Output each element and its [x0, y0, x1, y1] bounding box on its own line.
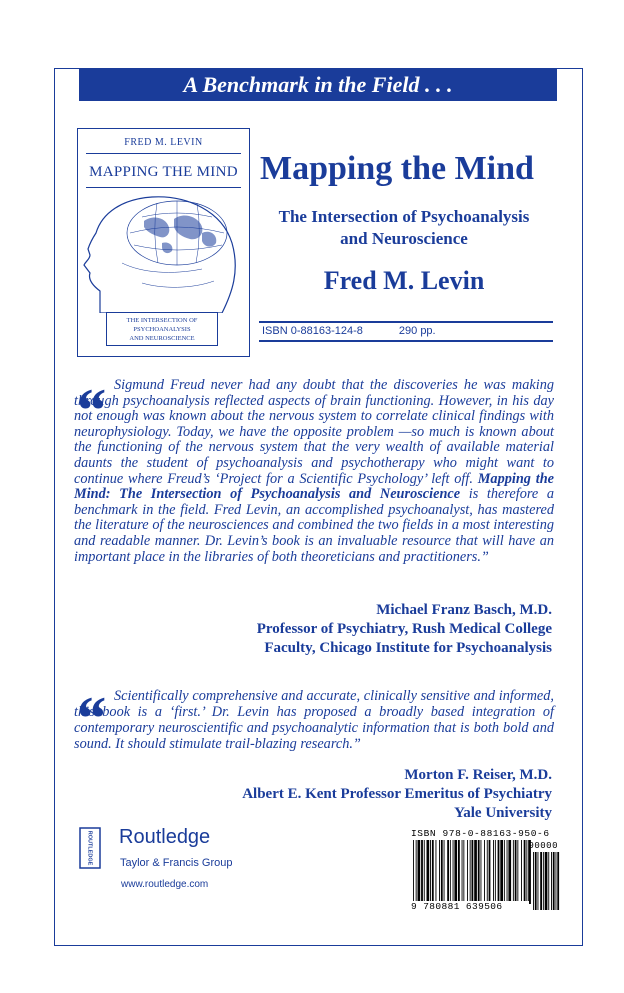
attribution-title: Albert E. Kent Professor Emeritus of Psychiatry [242, 786, 552, 802]
cover-rule-top [86, 153, 241, 154]
routledge-logo-icon [79, 827, 101, 869]
barcode-bar [524, 840, 526, 904]
publisher-group: Taylor & Francis Group [120, 857, 233, 869]
quote-1-book-title: Mapping the Mind: The Intersection of Psychoanalysis and Neuroscience [74, 470, 555, 503]
cover-subtitle-line: PSYCHOANALYSIS [133, 326, 191, 333]
barcode-bar [467, 840, 468, 904]
barcode-bar [515, 840, 517, 904]
isbn-number: ISBN 0-88163-124-8 [262, 325, 363, 337]
barcode-bar [538, 852, 539, 910]
cover-subtitle-line: AND NEUROSCIENCE [129, 335, 195, 342]
cover-subtitle-line: THE INTERSECTION OF [126, 317, 198, 324]
attribution-title: Professor of Psychiatry, Rush Medical College [256, 621, 552, 637]
barcode-bar [557, 852, 559, 910]
barcode-bar [484, 840, 485, 904]
barcode-bar [498, 840, 500, 904]
barcode-bar [474, 840, 477, 904]
banner: A Benchmark in the Field . . . [79, 68, 557, 101]
barcode-bar [453, 840, 454, 904]
barcode-bar [500, 840, 503, 904]
quote-1-text: Sigmund Freud never had any doubt that the discoveries he was making through psychoanalysis reflected aspects of brain functioning. However, in his day not enough was known about the nervous system to correlate clinical findings with neurophysiology. Today, we have the opposite problem —so much is known about the functioning of the nervous system that the very wealth of available material daunts the student of psychoanalysis and psychotherapy who might want to continue where Freud’s ‘Project for a Scientific Psychology’ left off. [74, 377, 554, 487]
isbn-rule-top [259, 321, 553, 323]
barcode-bar [418, 840, 421, 904]
barcode-bar [517, 840, 518, 904]
publisher-name: Routledge [119, 826, 211, 848]
barcode-bar [463, 840, 464, 904]
barcode-bar [548, 852, 549, 910]
barcode-bar [533, 852, 534, 910]
barcode-bar [493, 840, 494, 904]
attribution-affiliation: Yale University [454, 805, 552, 821]
barcode-bar [513, 840, 514, 904]
barcode-bar [508, 840, 511, 904]
book-subtitle-line1: The Intersection of Psychoanalysis [278, 207, 530, 226]
barcode-bar [413, 840, 414, 904]
barcode-bar [416, 840, 417, 904]
quote-1-text-after: is therefore a benchmark in the field. Fred Levin, an accomplished psychoanalyst, has mastered the literature of the neurosciences and combined the two fields in a most interesting and readable manner. Dr. Levin’s book is an invaluable resource that will have an important place in the libraries of both theoreticians and practitioners.” [74, 486, 554, 565]
page-count: 290 pp. [398, 325, 436, 337]
barcode-isbn: ISBN 978-0-88163-950-6 [411, 828, 550, 839]
barcode-bar [489, 840, 491, 904]
isbn-rule-bottom [259, 340, 553, 342]
barcode-bar [472, 840, 474, 904]
barcode-bar [478, 840, 480, 904]
barcode-bar [556, 852, 557, 910]
barcode-bar [553, 852, 555, 910]
barcode-bar [436, 840, 437, 904]
head-brain-illustration [82, 193, 245, 313]
quote-mark-icon: “ [74, 377, 105, 445]
cover-author: FRED M. LEVIN [124, 137, 203, 148]
barcode-bar [526, 840, 527, 904]
barcode-bar [430, 840, 431, 904]
barcode-bar [470, 840, 471, 904]
barcode-bar [495, 840, 496, 904]
book-subtitle-line2: and Neuroscience [340, 229, 468, 248]
barcode-bar [487, 840, 488, 904]
barcode-bar [447, 840, 449, 904]
barcode-bar [504, 840, 505, 904]
quote-2-attribution [242, 766, 552, 823]
barcode-bar [424, 840, 425, 904]
barcode-bar [481, 840, 482, 904]
isbn-info [262, 325, 436, 337]
barcode-bar [521, 840, 522, 904]
barcode-price-code: 90000 [528, 841, 558, 851]
quote-1 [74, 378, 554, 565]
quote-2-text: Scientifically comprehensive and accurate, clinically sensitive and informed, this book is a ‘first.’ Dr. Levin has proposed a broadly based integration of contemporary neuroscientific and psychoanalytic information that is both bold and sound. It should stimulate trail-blazing research.” [74, 688, 554, 752]
quote-2 [74, 685, 554, 753]
cover-subtitle-box [106, 312, 218, 346]
book-title: Mapping the Mind [260, 150, 534, 187]
barcode-bar [450, 840, 451, 904]
barcode-bar [551, 852, 552, 910]
barcode-bar [535, 852, 537, 910]
barcode-number: 9 780881 639506 [411, 901, 529, 912]
barcode-bar [545, 852, 548, 910]
barcode-bar [427, 840, 430, 904]
barcode-bar [454, 840, 457, 904]
book-cover-thumbnail [77, 128, 250, 357]
barcode-bar [439, 840, 440, 904]
quote-mark-icon: “ [74, 685, 105, 753]
attribution-name: Morton F. Reiser, M.D. [404, 767, 552, 783]
barcode-bar [543, 852, 544, 910]
barcode-bar [441, 840, 443, 904]
logo-wordmark: ROUTLEDGE [86, 830, 93, 866]
book-subtitle [254, 206, 554, 250]
quote-1-attribution [257, 601, 552, 658]
barcode-bar [462, 840, 463, 904]
book-author: Fred M. Levin [323, 266, 485, 295]
barcode [411, 828, 560, 912]
barcode-bar [458, 840, 460, 904]
attribution-affiliation: Faculty, Chicago Institute for Psychoanalysis [264, 640, 552, 656]
cover-rule-bottom [86, 187, 241, 188]
attribution-name: Michael Franz Basch, M.D. [376, 602, 552, 618]
barcode-bar [540, 852, 542, 910]
barcode-bar [444, 840, 445, 904]
publisher-website[interactable]: www.routledge.com [121, 879, 209, 890]
barcode-bar [432, 840, 434, 904]
barcode-bar [507, 840, 508, 904]
cover-title: MAPPING THE MIND [89, 164, 238, 180]
barcode-bar [421, 840, 423, 904]
